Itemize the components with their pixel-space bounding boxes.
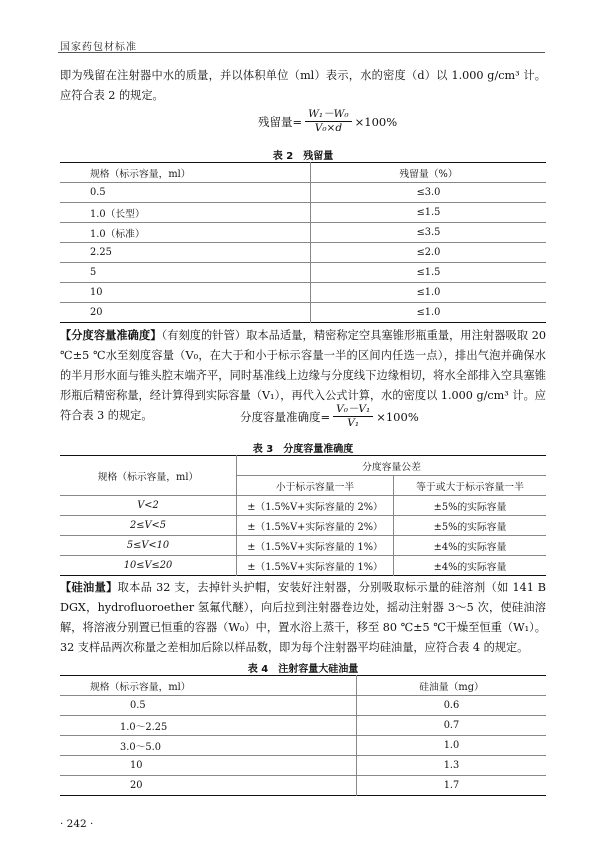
formula-residual-denominator: V₀×d xyxy=(314,122,343,134)
table-cell: 5≤V<10 xyxy=(60,536,237,556)
table-header-cell: 规格（标示容量，ml） xyxy=(60,163,311,183)
table-cell: 0.7 xyxy=(357,716,547,736)
table4-silicone-oil xyxy=(60,675,546,796)
table-header-row xyxy=(60,676,546,696)
table-cell: ±（1.5%V+实际容量的 1%） xyxy=(237,536,394,556)
formula-residual xyxy=(258,108,397,135)
table-cell: 1.0（标准） xyxy=(60,223,311,243)
table-header-cell: 规格（标示容量，ml） xyxy=(60,456,237,496)
table3-caption: 表 3 分度容量准确度 xyxy=(252,444,354,455)
table-cell: 10≤V≤20 xyxy=(60,556,237,576)
table-cell: ±4%的实际容量 xyxy=(394,536,547,556)
table-group-header: 分度容量公差 xyxy=(237,456,547,476)
table-row xyxy=(60,263,546,283)
table-cell: 1.3 xyxy=(357,756,547,776)
table-header-cell: 规格（标示容量，ml） xyxy=(60,676,357,696)
table2-residual xyxy=(60,162,546,323)
running-header: 国家药包材标准 xyxy=(60,42,137,53)
table-row xyxy=(60,303,546,323)
paragraph-residual-intro: 即为残留在注射器中水的质量，并以体积单位（ml）表示，水的密度（d）以 1.000 g/cm³ 计。应符合表 2 的规定。 xyxy=(60,69,546,102)
formula-graduation-numerator: V₀－V₁ xyxy=(333,403,373,417)
table-cell: 10 xyxy=(60,283,311,303)
table-cell: 5 xyxy=(60,263,311,283)
formula-residual-numerator: W₁－W₀ xyxy=(305,108,352,122)
table-cell: ±（1.5%V+实际容量的 1%） xyxy=(237,556,394,576)
page-number: · 242 · xyxy=(60,818,94,830)
table-row xyxy=(60,496,546,516)
table-header-cell: 残留量（%） xyxy=(311,163,547,183)
table-cell: ≤3.0 xyxy=(311,183,547,203)
table-cell: V<2 xyxy=(60,496,237,516)
formula-graduation-right: ×100% xyxy=(376,409,419,424)
table-cell: 2≤V<5 xyxy=(60,516,237,536)
table-cell: 2.25 xyxy=(60,243,311,263)
table-cell: 0.5 xyxy=(60,183,311,203)
table-row xyxy=(60,223,546,243)
table-row xyxy=(60,183,546,203)
table-row xyxy=(60,203,546,223)
table-row xyxy=(60,516,546,536)
table-header-cell: 硅油量（mg） xyxy=(357,676,547,696)
table-cell: 3.0～5.0 xyxy=(60,736,357,756)
table-cell: ≤1.0 xyxy=(416,307,441,318)
header-rule xyxy=(58,52,545,53)
table-row xyxy=(60,536,546,556)
table-row xyxy=(60,243,546,263)
table-cell: 1.0（长型） xyxy=(60,203,311,223)
table-cell: 0.5 xyxy=(60,696,357,716)
table-cell: ±（1.5%V+实际容量的 2%） xyxy=(237,496,394,516)
formula-graduation-left: 分度容量准确度= xyxy=(240,409,331,424)
table3-graduation-tolerance xyxy=(60,455,546,576)
table-cell: 1.7 xyxy=(443,780,460,791)
formula-residual-right: ×100% xyxy=(354,114,398,129)
section-label: 【硅油量】 xyxy=(60,581,118,594)
table-cell: 1.0～2.25 xyxy=(60,716,357,736)
table-cell: ±4%的实际容量 xyxy=(433,561,507,573)
table-cell: ≤3.5 xyxy=(311,223,547,243)
table-cell: 20 xyxy=(60,303,311,323)
table-cell: ≤1.5 xyxy=(311,203,547,223)
paragraph-silicone-oil xyxy=(60,578,546,658)
table-row xyxy=(60,283,546,303)
paragraph-text: （有刻度的针管）取本品适量，精密称定空具塞锥形瓶重量，用注射器吸取 20 ℃±5 ℃水至刻度容量（V₀，在大于和小于标示容量一半的区间内任选一点），排出气泡并确保水的半月形水面与锥头腔末端齐平，同时基准线上边缘与分度线下边缘相切，将水全部排入空具塞锥形瓶后精密称量，经计算得到实际容量（V₁），再代入公式计算，水的密度以 1.000 g/cm³ 计。应符合表 3 的规定。 xyxy=(60,329,546,422)
table-cell: ≤1.5 xyxy=(311,263,547,283)
table-cell: ≤2.0 xyxy=(311,243,547,263)
table-header-cell: 小于标示容量一半 xyxy=(237,476,394,496)
table4-caption: 表 4 注射容量大硅油量 xyxy=(247,664,359,675)
table-row xyxy=(60,696,546,716)
table-row xyxy=(60,716,546,736)
table-header-row xyxy=(60,163,546,183)
table-cell: ±5%的实际容量 xyxy=(394,516,547,536)
table-row xyxy=(60,736,546,756)
table-cell: 1.0 xyxy=(357,736,547,756)
table-row xyxy=(60,556,546,576)
table-cell: 10 xyxy=(60,756,357,776)
formula-residual-left: 残留量= xyxy=(258,114,303,129)
table-header-cell: 等于或大于标示容量一半 xyxy=(394,476,547,496)
table-cell: 20 xyxy=(60,776,357,796)
table-header-row xyxy=(60,456,546,476)
table-cell: ±（1.5%V+实际容量的 2%） xyxy=(237,516,394,536)
table-row xyxy=(60,776,546,796)
formula-graduation-denominator: V₁ xyxy=(347,417,360,429)
table-cell: 0.6 xyxy=(357,696,547,716)
paragraph-text: 取本品 32 支，去掉针头护帽，安装好注射器，分别吸取标示量的硅溶剂（如 141 B DGX，hydrofluoroether 氢氟代醚），向后拉到注射器卷边处，摇动注射器 3～5 次，使硅油溶解，将溶液分别置已恒重的容器（W₀）中，置水浴上蒸干，移至 80 ℃±5 ℃干燥至恒重（W₁）。32 支样品两次称量之差相加后除以样品数，即为每个注射器平均硅油量，应符合表 4 的规定。 xyxy=(60,581,546,654)
formula-graduation-fraction xyxy=(333,403,373,430)
formula-graduation xyxy=(240,403,419,430)
formula-residual-fraction xyxy=(305,108,352,135)
section-label: 【分度容量准确度】 xyxy=(60,329,162,342)
table-cell: ±5%的实际容量 xyxy=(394,496,547,516)
table2-caption: 表 2 残留量 xyxy=(272,151,334,162)
table-row xyxy=(60,756,546,776)
table-cell: ≤1.0 xyxy=(311,283,547,303)
